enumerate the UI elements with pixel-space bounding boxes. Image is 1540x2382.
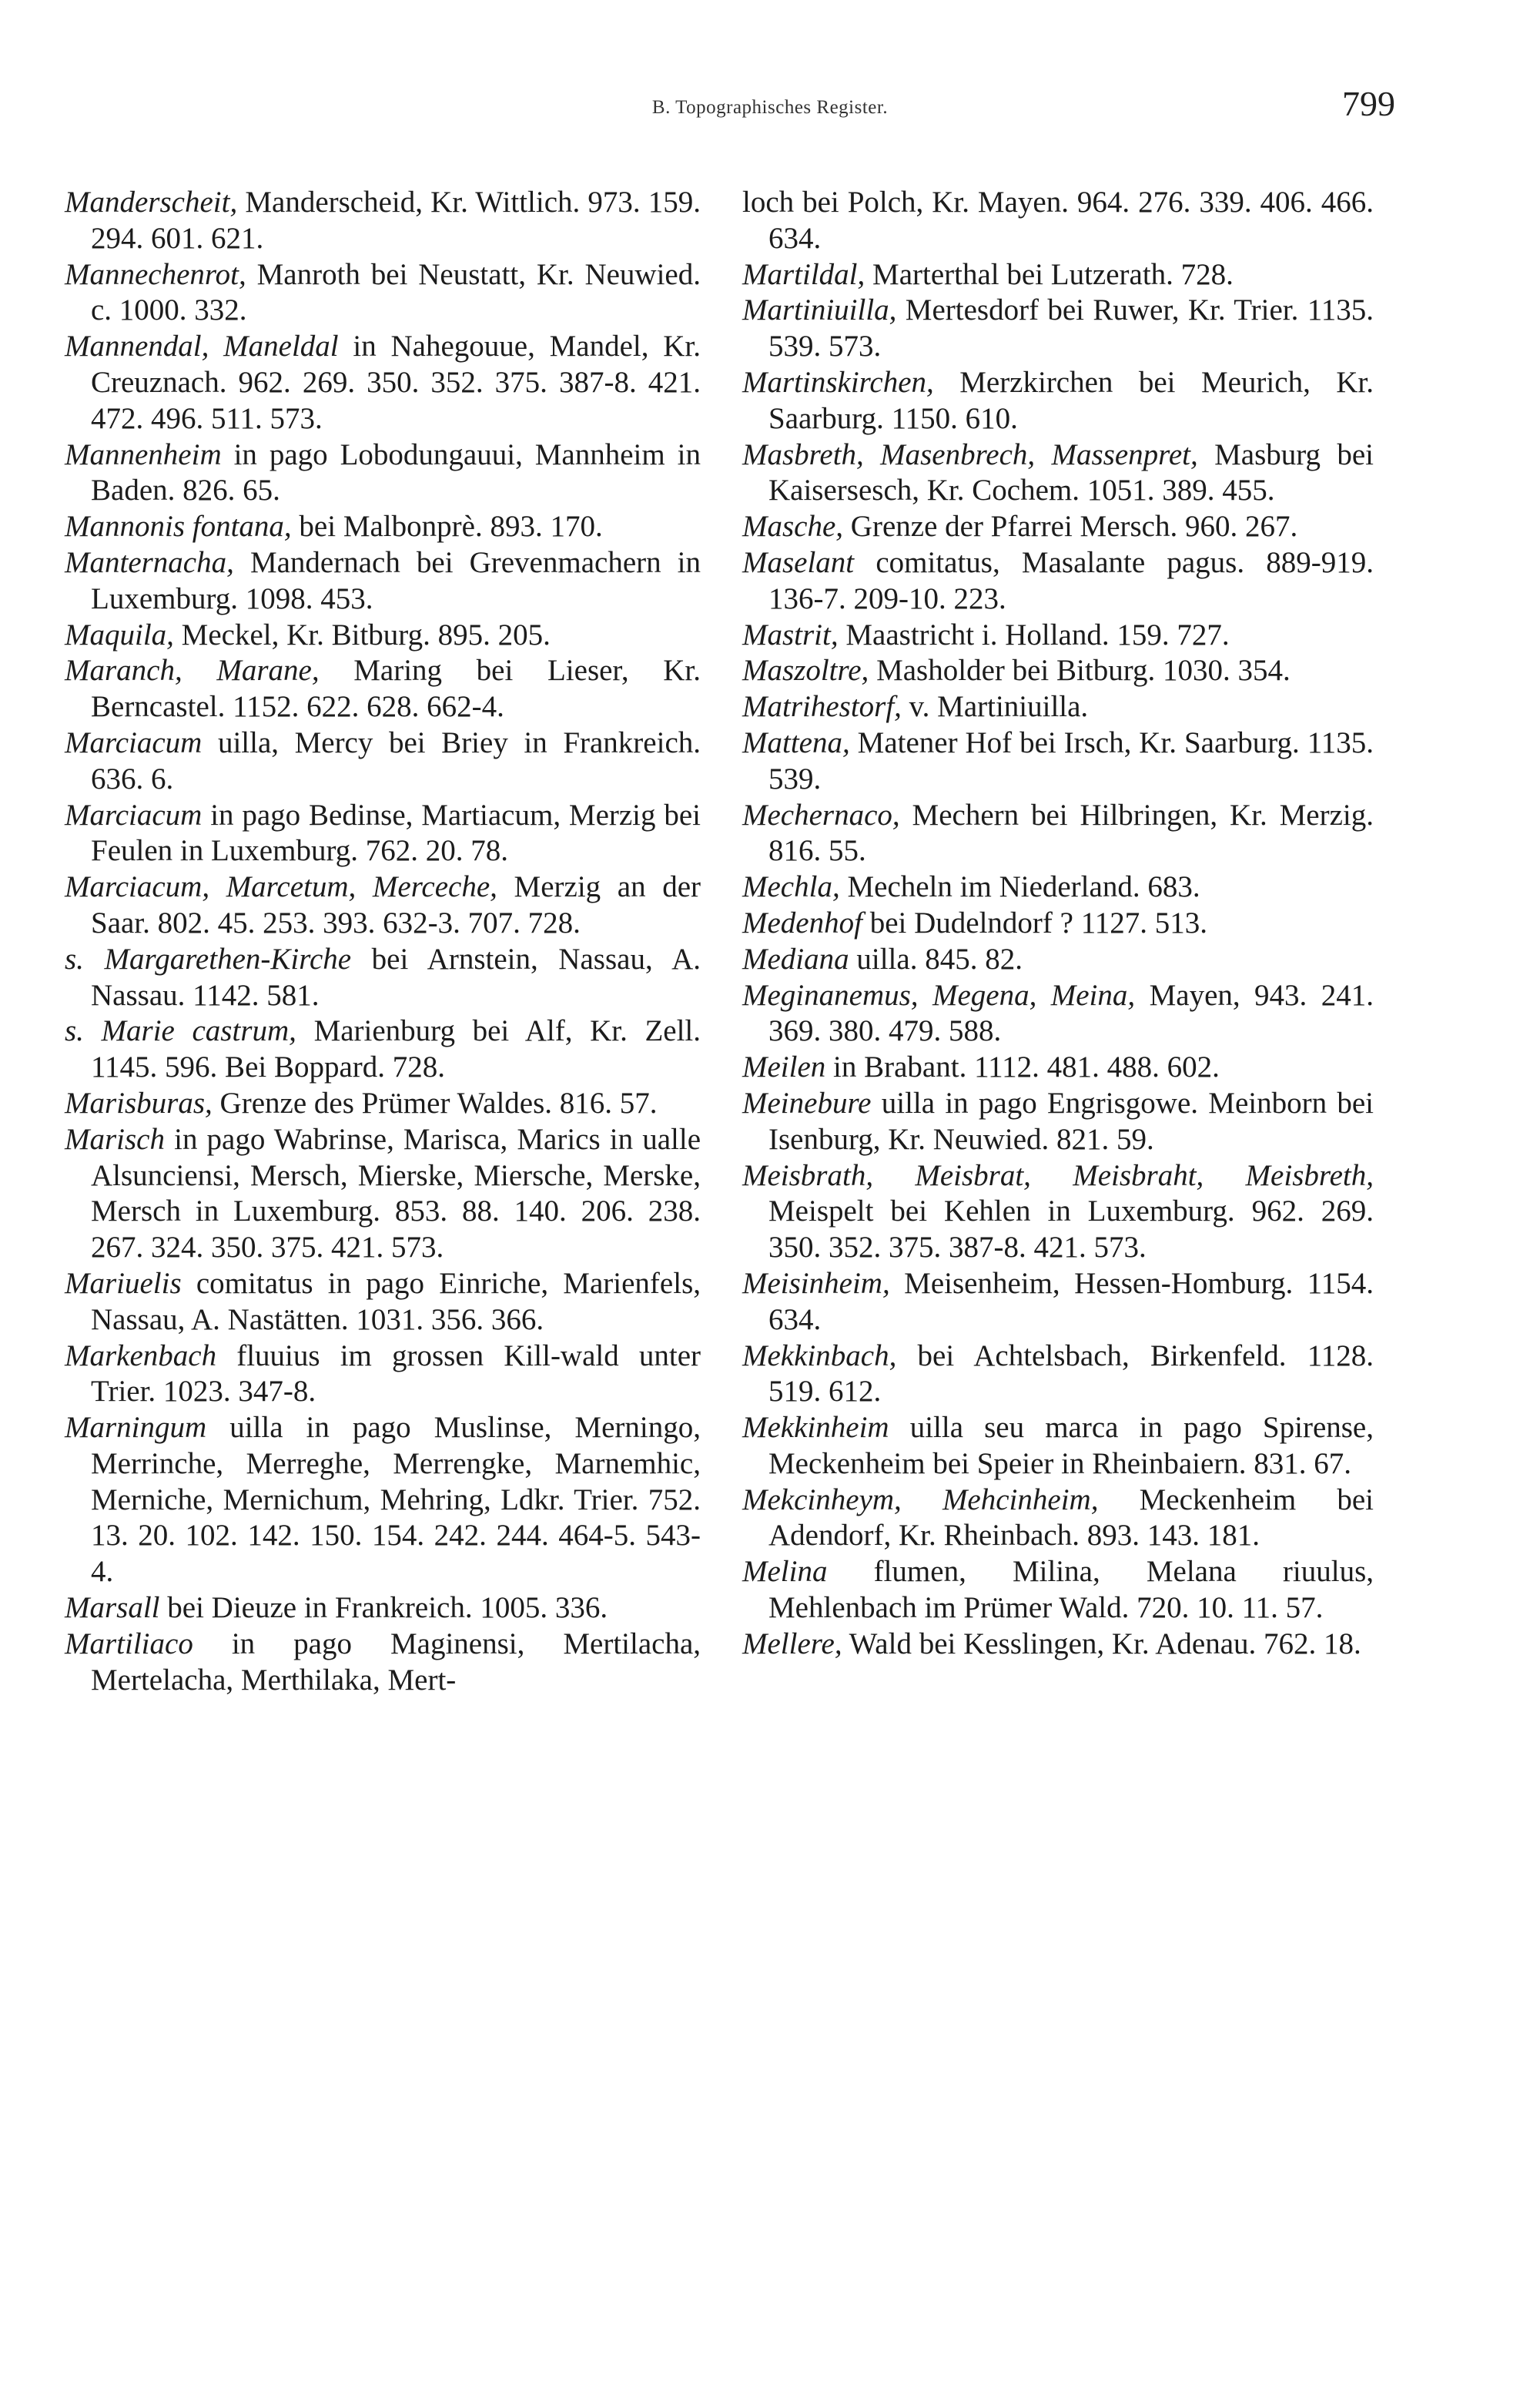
entry-term: Marciacum [65,798,203,832]
register-entry [65,942,701,1014]
entry-text: Grenze der Pfarrei Mersch. 960. 267. [850,510,1298,544]
register-entry [65,1590,701,1627]
register-entry [65,869,701,942]
entry-text: Mayen, 943. 241. 369. 380. 479. 588. [768,978,1374,1048]
running-head [0,84,1540,139]
entry-term: Manderscheit, [65,186,238,219]
register-entry [742,906,1374,942]
entry-text: Manderscheid, Kr. Wittlich. 973. 159. 294. 601. 621. [91,186,701,255]
entry-term: Masche, [742,510,844,544]
entry-term: Marningum [65,1411,207,1445]
register-entry [742,1482,1374,1555]
register-entry [742,1410,1374,1482]
entry-text: v. Martiniuilla. [909,690,1089,724]
entry-term: Mattena, [742,725,850,759]
register-entry [65,1338,701,1411]
entry-text: Maastricht i. Holland. 159. 727. [845,618,1230,652]
register-entry [65,1266,701,1338]
entry-text: uilla in pago Engrisgowe. Meinborn bei Isenburg, Kr. Neuwied. 821. 59. [768,1086,1374,1156]
entry-term: Meinebure [742,1086,872,1120]
register-entry [65,798,701,870]
register-entry [65,437,701,510]
entry-term: Marciacum, Marcetum, Merceche, [65,870,497,904]
entry-term: Markenbach [65,1338,217,1372]
entry-term: Marsall [65,1591,160,1625]
register-entry [742,257,1374,293]
entry-term: Marciacum [65,725,203,759]
entry-text: in Brabant. 1112. 481. 488. 602. [833,1050,1220,1084]
entry-term: Mekkinheim [742,1411,889,1445]
entry-text: Mandernach bei Grevenmachern in Luxemburg. 1098. 453. [91,545,701,615]
entry-term: Meilen [742,1050,826,1084]
register-entry [65,185,701,257]
entry-text: Merzkirchen bei Meurich, Kr. Saarburg. 1150. 610. [768,365,1374,435]
entry-text: bei Malbonprè. 893. 170. [299,510,603,544]
entry-term: Mariuelis [65,1266,182,1300]
entry-term: Mannendal, Maneldal [65,330,339,363]
entry-text: uilla seu marca in pago Spirense, Meckenheim bei Speier in Rheinbaiern. 831. 67. [768,1411,1374,1480]
register-entry [742,798,1374,870]
entry-term: Mastrit, [742,618,839,652]
register-entry [742,978,1374,1050]
register-entry [742,942,1374,978]
register-entry [742,185,1374,257]
entry-text: in pago Bedinse, Martiacum, Merzig bei Feulen in Luxemburg. 762. 20. 78. [91,798,701,868]
register-entry [742,509,1374,545]
entry-term: Meisbrath, Meisbrat, Meisbraht, Meisbreth, [742,1158,1374,1192]
entry-text: Merzig an der Saar. 802. 45. 253. 393. 632-3. 707. 728. [91,870,701,940]
entry-term: Mannenheim [65,437,222,471]
entry-term: Melina [742,1555,828,1589]
register-entry [742,1627,1374,1663]
register-entry [65,725,701,798]
register-entry [742,869,1374,906]
entry-term: Mannonis fontana, [65,510,292,544]
entry-text: loch bei Polch, Kr. Mayen. 964. 276. 339. 406. 466. 634. [742,186,1374,255]
entry-term: Marisburas, [65,1086,213,1120]
entry-term: Meisinheim, [742,1266,890,1300]
entry-text: in Nahegouue, Mandel, Kr. Creuznach. 962. 269. 350. 352. 375. 387-8. 421. 472. 496. 511. 573. [91,330,701,435]
entry-text: comitatus in pago Einriche, Marienfels, Nassau, A. Nastätten. 1031. 356. 366. [91,1266,701,1336]
entry-text: Matener Hof bei Irsch, Kr. Saarburg. 1135. 539. [768,725,1374,796]
register-entry [65,1410,701,1590]
entry-term: Mellere, [742,1627,842,1660]
entry-term: Maselant [742,545,855,579]
entry-text: Masburg bei Kaisersesch, Kr. Cochem. 1051. 389. 455. [768,437,1374,508]
entry-text: in pago Maginensi, Mertilacha, Mertelacha, Merthilaka, Mert- [91,1627,701,1697]
entry-term: Mediana [742,942,849,976]
entry-text: Meispelt bei Kehlen in Luxemburg. 962. 269. 350. 352. 375. 387-8. 421. 573. [768,1194,1374,1265]
register-entry [742,293,1374,365]
entry-text: Meckenheim bei Adendorf, Kr. Rheinbach. 893. 143. 181. [768,1482,1374,1553]
register-entry [742,1266,1374,1338]
entry-term: Mannechenrot, [65,257,246,291]
entry-text: bei Dudelndorf ? 1127. 513. [869,906,1207,940]
register-entry [65,618,701,654]
entry-text: bei Achtelsbach, Birkenfeld. 1128. 519. 612. [768,1338,1374,1409]
register-entry [742,1338,1374,1411]
register-entry [65,1627,701,1699]
register-entry [65,545,701,618]
entry-text: uilla. 845. 82. [856,942,1023,976]
entry-text: flumen, Milina, Melana riuulus, Mehlenbach im Prümer Wald. 720. 10. 11. 57. [768,1555,1374,1625]
entry-text: Meisenheim, Hessen-Homburg. 1154. 634. [768,1266,1374,1336]
entry-term: Mechla, [742,870,840,904]
register-entry [742,1086,1374,1158]
entry-term: s. Marie castrum, [65,1014,296,1048]
entry-term: Marisch [65,1122,165,1156]
register-entry [65,653,701,725]
entry-text: bei Dieuze in Frankreich. 1005. 336. [167,1591,608,1625]
entry-text: Manroth bei Neustatt, Kr. Neuwied. c. 1000. 332. [91,257,701,327]
register-entry [65,509,701,545]
entry-term: Martiliaco [65,1627,193,1660]
entry-text: uilla in pago Muslinse, Merningo, Merrinche, Merreghe, Merrengke, Marnemhic, Merniche, Mernichum, Mehring, Ldkr. Trier. 752. 13. 20. 102. 142. 150. 154. 242. 244. 464-5. 543-4. [91,1411,701,1589]
entry-term: Mechernaco, [742,798,900,832]
entry-text: Grenze des Prümer Waldes. 816. 57. [219,1086,658,1120]
entry-text: Maring bei Lieser, Kr. Berncastel. 1152. 622. 628. 662-4. [91,654,701,724]
entry-term: Maquila, [65,618,174,652]
entry-text: uilla, Mercy bei Briey in Frankreich. 636. 6. [91,725,701,796]
register-entry [742,725,1374,798]
entry-text: Wald bei Kesslingen, Kr. Adenau. 762. 18. [849,1627,1361,1660]
entry-text: Marienburg bei Alf, Kr. Zell. 1145. 596. Bei Boppard. 728. [91,1014,701,1084]
entry-text: Mechern bei Hilbringen, Kr. Merzig. 816. 55. [768,798,1374,868]
entry-text: Mertesdorf bei Ruwer, Kr. Trier. 1135. 539. 573. [768,293,1374,363]
register-entry [65,1122,701,1266]
entry-term: Matrihestorf, [742,690,902,724]
register-entry [742,1554,1374,1627]
entry-term: Martiniuilla, [742,293,897,327]
register-entry [742,1050,1374,1086]
entry-text: fluuius im grossen Kill-wald unter Trier. 1023. 347-8. [91,1338,701,1409]
register-entry [742,689,1374,725]
entry-text: Marterthal bei Lutzerath. 728. [872,257,1234,291]
entry-term: Mekkinbach, [742,1338,897,1372]
register-entry [742,365,1374,437]
entry-text: comitatus, Masalante pagus. 889-919. 136-7. 209-10. 223. [768,545,1374,615]
register-entry [65,1013,701,1086]
entry-term: s. Margarethen-Kirche [65,942,352,976]
entry-text: in pago Wabrinse, Marisca, Marics in ualle Alsunciensi, Mersch, Mierske, Miersche, Merske, Mersch in Luxemburg. 853. 88. 140. 206. 238. 267. 324. 350. 375. 421. 573. [91,1122,701,1265]
entry-term: Mekcinheym, Mehcinheim, [742,1482,1099,1516]
entry-text: Mecheln im Niederland. 683. [847,870,1200,904]
entry-term: Maranch, Marane, [65,654,320,688]
entry-term: Medenhof [742,906,862,940]
entry-term: Masbreth, Masenbrech, Massenpret, [742,437,1198,471]
right-column [742,185,1374,1663]
register-entry [742,545,1374,618]
entry-term: Manternacha, [65,545,234,579]
page-number: 799 [1342,84,1395,123]
entry-term: Martinskirchen, [742,365,934,399]
left-column [65,185,701,1698]
register-entry [742,1158,1374,1266]
register-entry [742,653,1374,689]
entry-text: bei Arnstein, Nassau, A. Nassau. 1142. 581. [91,942,701,1012]
entry-text: Meckel, Kr. Bitburg. 895. 205. [181,618,551,652]
register-entry [742,618,1374,654]
entry-text: Masholder bei Bitburg. 1030. 354. [876,654,1291,688]
register-entry [65,1086,701,1122]
entry-term: Maszoltre, [742,654,869,688]
entry-term: Meginanemus, Megena, Meina, [742,978,1136,1012]
entry-term: Martildal, [742,257,865,291]
register-entry [65,257,701,330]
section-title: B. Topographisches Register. [651,97,889,118]
register-entry [65,329,701,437]
entry-text: in pago Lobodungauui, Mannheim in Baden. 826. 65. [91,437,701,508]
register-entry [742,437,1374,510]
